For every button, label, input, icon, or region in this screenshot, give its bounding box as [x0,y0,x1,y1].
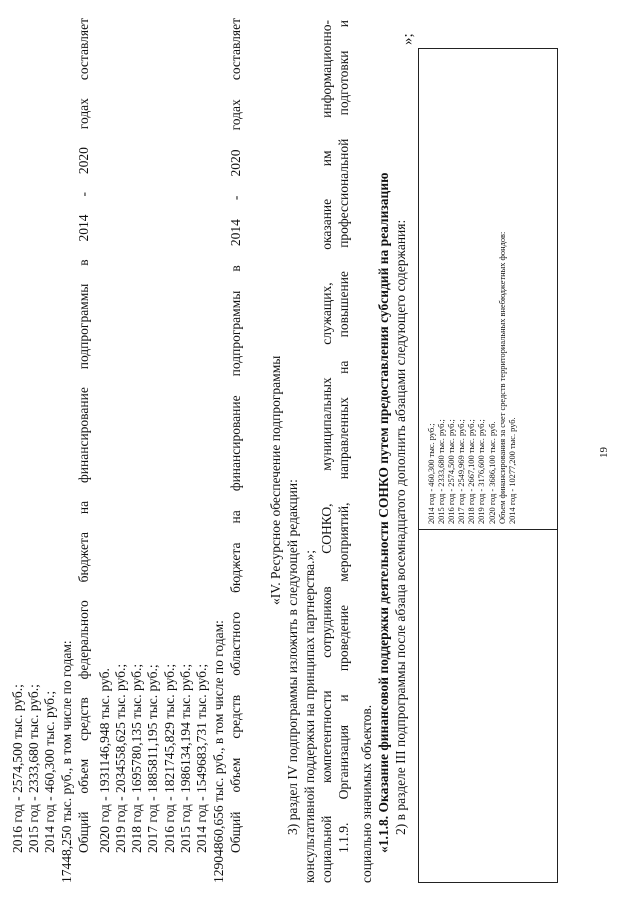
paragraph-1-1-8: «1.1.8. Оказание финансовой поддержки деятельности СОНКО путем предоставления субсидий на реализацию [376,172,391,853]
table-row: 2014 год - 460,300 тыс. руб.; [427,423,436,524]
year-amount-line: 2020 год - 1931146,948 тыс. руб. [96,668,112,853]
regional-budget-line1: Общий объем средств областного бюджета на финансирование подпрограммы в 2014 - 2020 годах составляет [228,18,243,853]
table-row: 2017 год - 2549,969 тыс. руб.; [457,419,467,524]
table-row: 2015 год - 2333,680 тыс. руб.; [437,419,447,524]
table-row: Объем финансирования за счет средств территориальных внебюджетных фондов: [497,231,507,524]
section-iv-heading: «IV. Ресурсное обеспечение подпрограммы [268,355,283,605]
table-row: 2014 год - 10277,200 тыс. руб. [507,417,517,524]
federal-budget-line1: Общий объем средств федерального бюджета на финансирование подпрограммы в 2014 - 2020 годах составляет [76,18,91,853]
paragraph-1-1-9-line3: консультативной поддержки на принципах партнерства.»; [302,550,317,883]
paragraph-1-1-9-line1: 1.1.9. Организация и проведение мероприятий, направленных на повышение профессиональной подготовки и [336,20,351,853]
funding-table [418,48,558,883]
year-amount-line: 2016 год - 1821745,829 тыс. руб.; [161,663,177,853]
year-amount-line: 2019 год - 2034558,625 тыс. руб.; [113,663,128,853]
year-amount-line: 2015 год - 2333,680 тыс. руб.; [25,684,41,853]
table-row: 2019 год - 3176,600 тыс. руб.; [477,419,487,524]
table-divider [419,529,557,530]
paragraph-section-iii: 2) в разделе III подпрограммы после абзаца восемнадцатого дополнить абзацами следующего содержания: [393,219,408,835]
year-amount-line: 2018 год - 1695780,135 тыс. руб.; [129,663,145,853]
table-right-cell [427,54,518,524]
paragraph-1-1-8-end: социально значимых объектов. [359,704,374,883]
federal-budget-line2: 17448,250 тыс. руб., в том числе по годам: [59,640,74,883]
paragraph-1-1-9-line2: социальной компетентности сотрудников СОНКО, муниципальных служащих, оказание им информационно- [319,20,334,883]
page-number: 19 [598,447,610,458]
regional-budget-line2: 12904860,656 тыс. руб., в том числе по годам: [211,620,226,883]
table-row: 2018 год - 2667,100 тыс. руб.; [467,419,477,524]
year-amount-line: 2014 год - 1549683,731 тыс. руб.; [194,663,209,853]
year-amount-line: 2016 год - 2574,500 тыс. руб.; [9,684,25,853]
year-amount-line: 2017 год - 1885811,195 тыс. руб.; [145,664,161,853]
year-amount-line: 2014 год - 460,300 тыс. руб.; [42,690,57,853]
paragraph-section-iv: 3) раздел IV подпрограммы изложить в следующей редакции: [285,479,300,835]
table-row: 2020 год - 3686,100 тыс. руб. [487,421,497,524]
table-closing-mark: »; [400,33,416,45]
year-amount-line: 2015 год - 1986134,194 тыс. руб.; [177,663,193,853]
table-row: 2016 год - 2574,500 тыс. руб.; [447,419,457,524]
